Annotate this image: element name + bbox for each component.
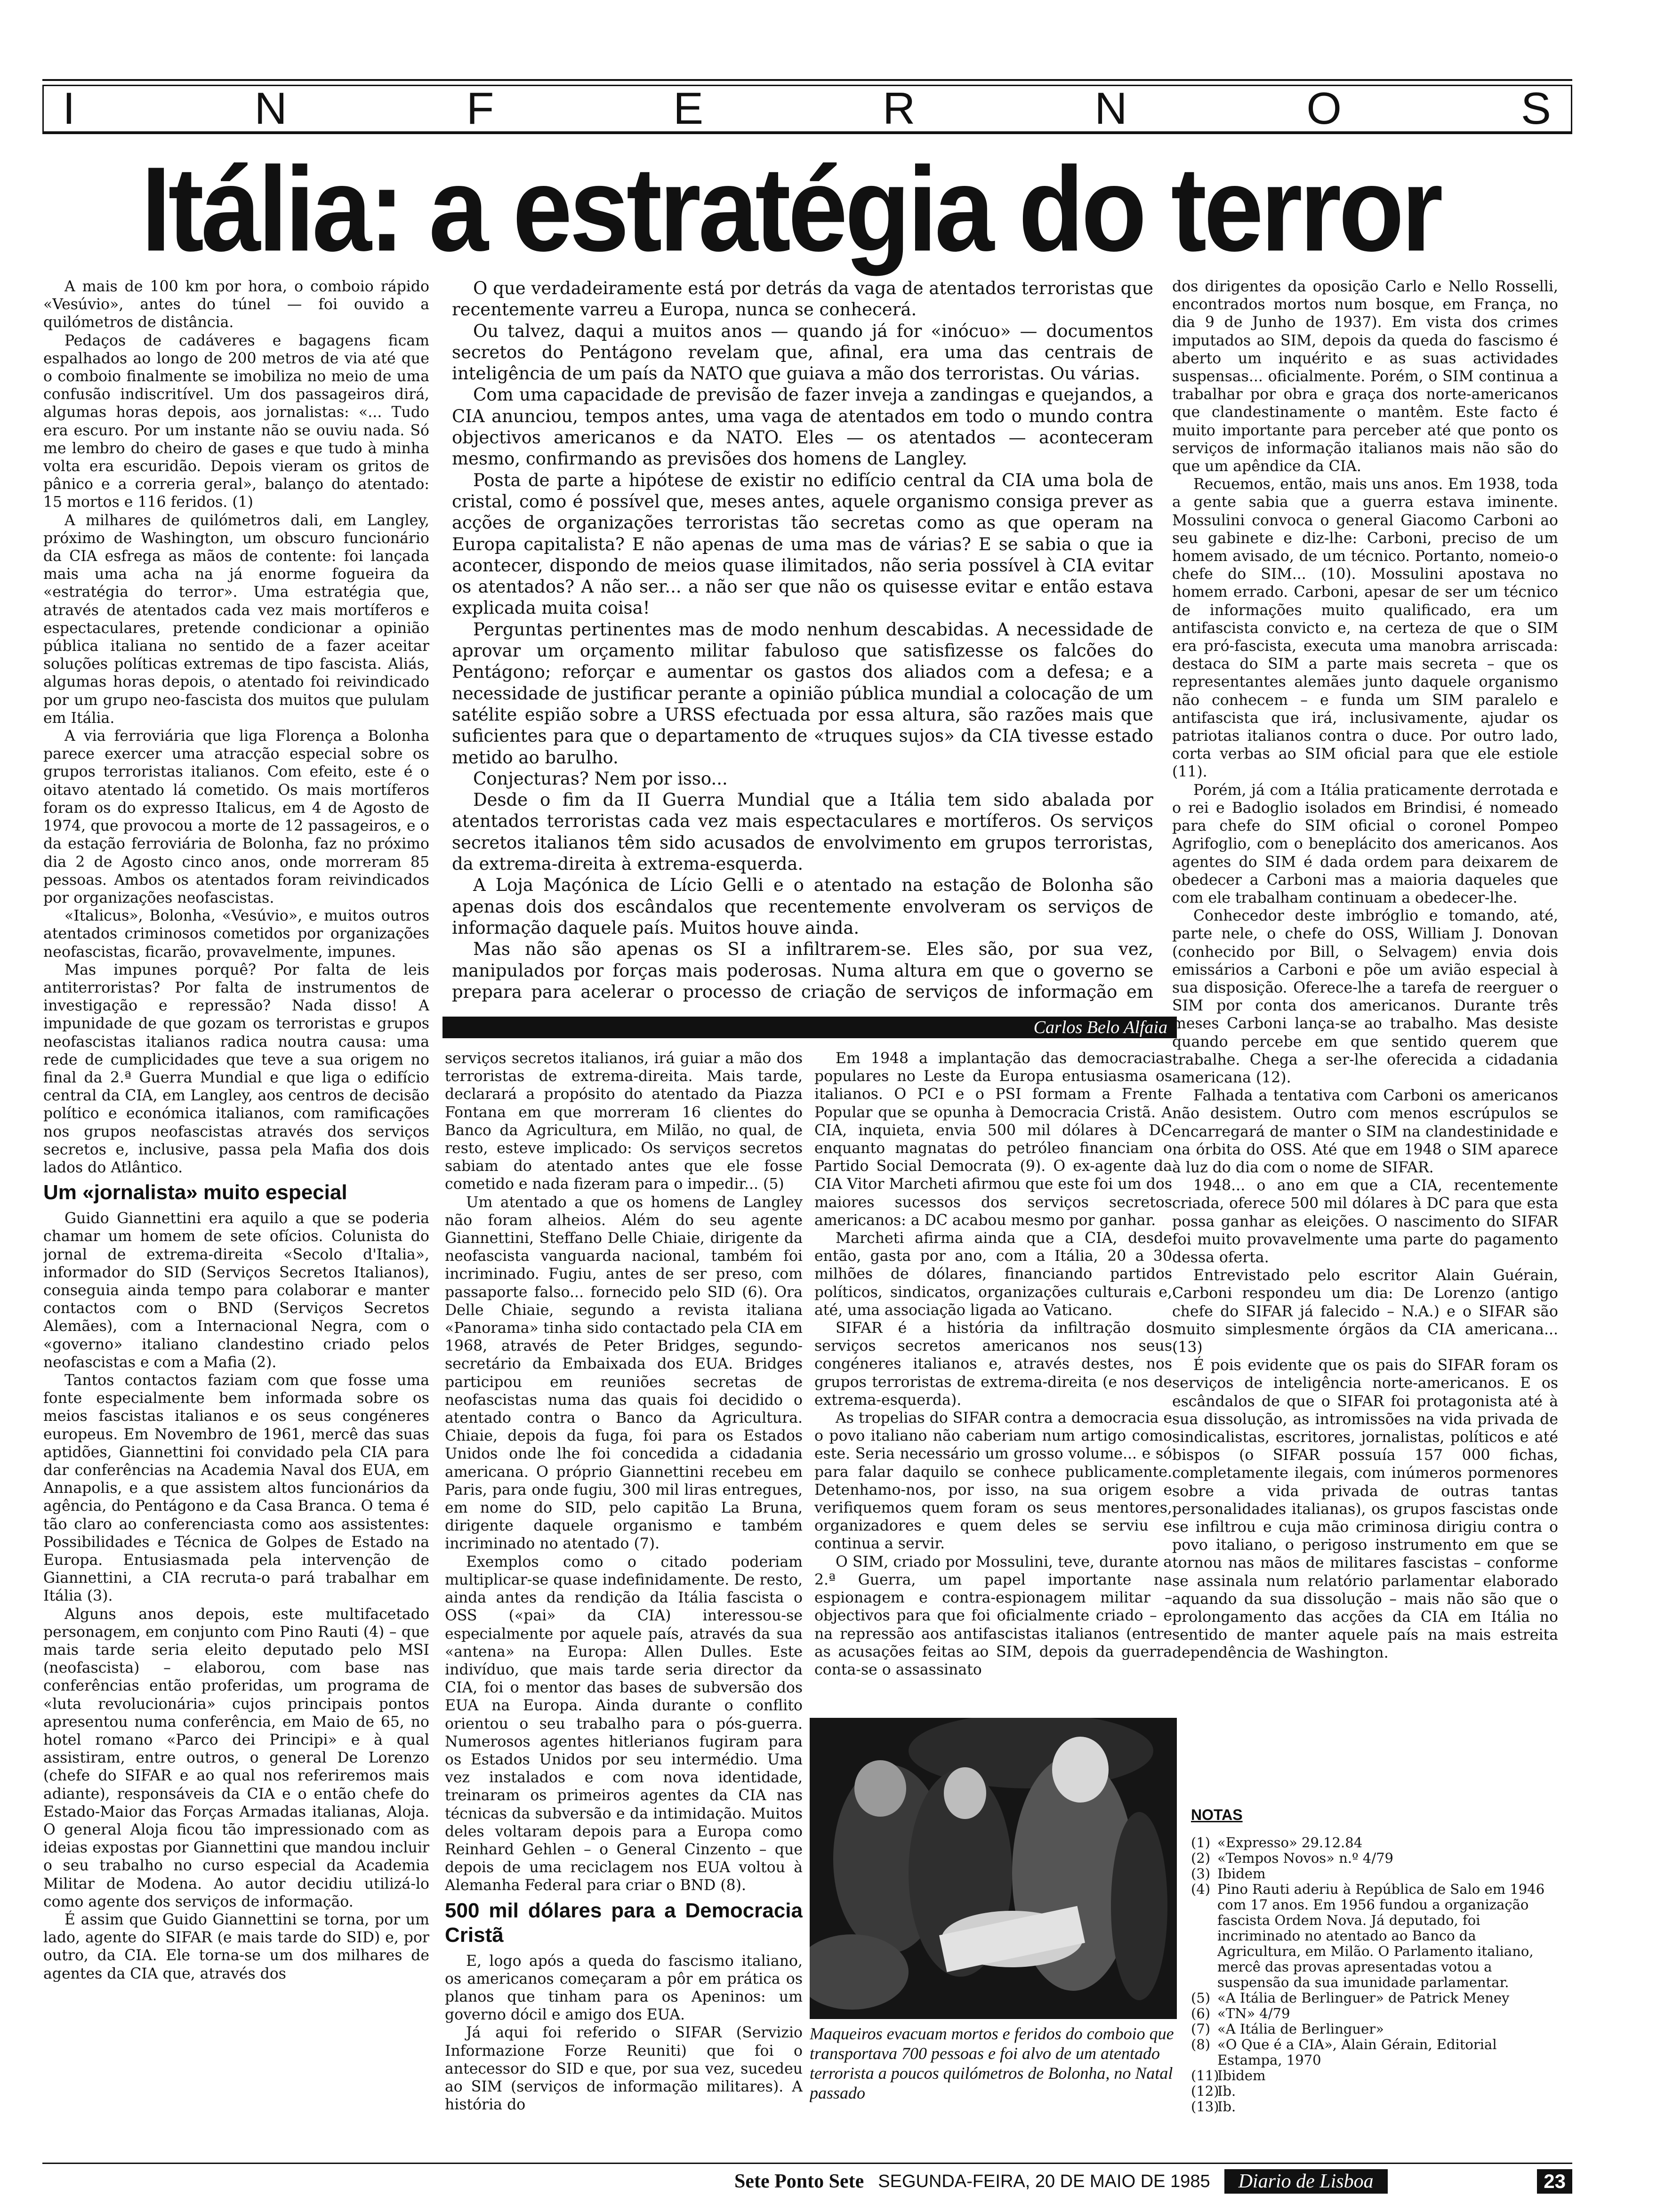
- paragraph: Já aqui foi referido o SIFAR (Servizio Informazione Forze Reuniti) que foi o antecessor do SID e que, por sua vez, sucedeu ao SIM (serviços de informação militares). A história do: [445, 2024, 803, 2114]
- section-banner: [42, 85, 1572, 134]
- note-item: [1191, 2068, 1558, 2084]
- paragraph: Em 1948 a implantação das democracias populares no Leste da Europa entusiasma os italianos. O PCI e o PSI formam a Frente Popular que se opunha à Democracia Cristã. A CIA, inquieta, envia 500 mil dólares à DC enquanto magnatas do petróleo financiam o Partido Social Democrata (9). O ex-agente da CIA Vitor Marcheti afirmou que este foi um dos maiores sucessos dos serviços secretos americanos: a DC acabou mesmo por ganhar.: [814, 1050, 1172, 1229]
- note-number: (3): [1191, 1866, 1211, 1882]
- note-item: [1191, 2021, 1558, 2037]
- note-item: [1191, 2037, 1558, 2068]
- note-text: Ibidem: [1217, 2068, 1266, 2084]
- footer-date: SEGUNDA-FEIRA, 20 DE MAIO DE 1985: [878, 2171, 1210, 2191]
- article-column-4: [1172, 278, 1558, 1798]
- paragraph: Mas não são apenas os SI a infiltrarem-se. Eles são, por sua vez, manipulados por forças mais poderosas. Numa altura em que o governo se prepara para acelerar o processo de criação de serviços de informação em: [452, 939, 1153, 1002]
- paragraph: Pedaços de cadáveres e bagagens ficam espalhados ao longo de 200 metros de via até que o comboio finalmente se imobiliza no meio de uma confusão indiscritível. Um dos passageiros dirá, algumas horas depois, aos jornalistas: «... Tudo era escuro. Por um instante não se ouviu nada. Só me lembro do cheiro de gases e que tudo à minha volta era escuridão. Depois vieram os gritos de pânico e a correria geral», balanço do atentado: 15 mortos e 116 feridos. (1): [43, 332, 429, 511]
- article-column-3: [814, 1050, 1172, 1723]
- footer-rule: [42, 2163, 1572, 2164]
- news-photo: [810, 1718, 1177, 2019]
- paragraph: O SIM, criado por Mossulini, teve, durante a 2.ª Guerra, um papel importante na espionagem e contra-espionagem militar – objectivos para que foi oficialmente criado – e na repressão aos antifascistas italianos (entre as acusações feitas ao SIM, depois da guerra conta-se o assassinato: [814, 1553, 1172, 1678]
- note-text: «TN» 4/79: [1217, 2005, 1290, 2021]
- paragraph: SIFAR é a história da infiltração dos serviços secretos americanos nos seus congéneres italianos e, através destes, nos grupos terroristas de extrema-direita (e nos de extrema-esquerda).: [814, 1320, 1172, 1409]
- note-number: (6): [1191, 2005, 1211, 2021]
- photo-image: [810, 1718, 1177, 2019]
- paragraph: Guido Giannettini era aquilo a que se poderia chamar um homem de sete ofícios. Colunista do jornal de extrema-direita «Secolo d'Italia», informador do SID (Serviços Secretos Italianos), conseguia ainda tempo para colaborar e manter contactos com o BND (Serviços Secretos Alemães), com a Internacional Negra, com o «governo» italiano clandestino criado pelos neofascistas e com a Mafia (2).: [43, 1210, 429, 1371]
- note-item: [1191, 1882, 1558, 1990]
- note-text: Ib.: [1217, 2083, 1236, 2099]
- paragraph: É pois evidente que os pais do SIFAR foram os serviços de inteligência norte-americanos. E os escândalos de que o SIFAR foi protagonista até à sua dissolução, as intromissões na vida privada de sindicalistas, escritores, jornalistas, políticos e até bispos (o SIFAR possuía 157 000 fichas, completamente ilegais, com inúmeros pormenores sobre a vida privada de outras tantas personalidades italianas), os grupos fascistas onde se infiltrou e cuja mão criminosa dirigiu contra o povo italiano, o perigoso instrumento em que se tornou nas mãos de militares fascistas – conforme se assinala num relatório parlamentar elaborado aquando da sua dissolução – mais não são que o prolongamento das acções da CIA em Itália no sentido de manter aquele país na mais estreita dependência de Washington.: [1172, 1357, 1558, 1662]
- paragraph: Ou talvez, daqui a muitos anos — quando já for «inócuo» — documentos secretos do Pentágono revelam que, afinal, era uma das centrais de inteligência de um país da NATO que guiava a mão dos terroristas. Ou várias.: [452, 321, 1153, 384]
- note-item: [1191, 1990, 1558, 2006]
- subheading: Um «jornalista» muito especial: [43, 1181, 347, 1204]
- note-text: Ibidem: [1217, 1866, 1266, 1882]
- paragraph: Exemplos como o citado poderiam multiplicar-se quase indefinidamente. De resto, ainda antes da rendição da Itália fascista o OSS («pai» da CIA) interessou-se especialmente por aquele país, através da sua «antena» na Europa: Allen Dulles. Este indivíduo, que mais tarde seria director da CIA, foi o mentor das bases de subversão dos EUA na Europa. Ainda durante o conflito orientou o seu trabalho para o pós-guerra. Numerosos agentes hitlerianos fugiram para os Estados Unidos por seu intermédio. Uma vez instalados e com nova identidade, treinaram os primeiros agentes da CIA nas técnicas da subversão e da intimidação. Muitos deles voltaram depois para a Europa como Reinhard Gehlen – o General Cinzento – que depois de uma reciclagem nos EUA voltou à Alemanha Federal para criar o BND (8).: [445, 1553, 803, 1894]
- article-column-2: [445, 1050, 803, 2137]
- byline: Carlos Belo Alfaia: [442, 1017, 1177, 1038]
- note-item: [1191, 1835, 1558, 1851]
- notes-heading: NOTAS: [1191, 1807, 1243, 1823]
- paragraph: O que verdadeiramente está por detrás da vaga de atentados terroristas que recentemente varreu a Europa, nunca se conhecerá.: [452, 278, 1153, 320]
- paragraph: Um atentado a que os homens de Langley não foram alheios. Além do seu agente Giannettini, Steffano Delle Chiaie, dirigente da neofascista vanguarda nacional, também foi incriminado. Fugiu, antes de ser preso, com passaporte falso... fornecido pelo SID (6). Ora Delle Chiaie, segundo a revista italiana «Panorama» tinha sido contactado pela CIA em 1968, através de Peter Bridges, segundo-secretário da Embaixada dos EUA. Bridges participou em reuniões secretas de neofascistas numa das quais foi decidido o atentado contra o Banco da Agricultura. Chiaie, depois da fuga, foi para os Estados Unidos onde lhe foi concedida a cidadania americana. O próprio Giannettini recebeu em Paris, para onde fugiu, 300 mil liras entregues, em nome do SID, pelo capitão La Bruna, dirigente daquele organismo e também incriminado no atentado (7).: [445, 1194, 803, 1553]
- note-number: (11): [1191, 2068, 1219, 2084]
- section-letter: E: [673, 83, 705, 134]
- paragraph: Recuemos, então, mais uns anos. Em 1938, toda a gente sabia que a guerra estava iminente. Mossulini convoca o general Giacomo Carboni ao seu gabinete e diz-lhe: Carboni, preciso de um homem avisado, de um técnico. Portanto, nomeio-o chefe do SIM... (10). Mossulini apostava no homem errado. Carboni, apesar de ser um técnico de informações muito qualificado, era um antifascista convicto e, na certeza de que o SIM era pró-fascista, executa uma manobra arriscada: destaca do SIM a parte mais secreta – que os representantes alemães junto daquele organismo não conhecem – e funda um SIM paralelo e antifascista que irá, inclusivamente, ajudar os patriotas italianos contra o duce. Por outro lado, corta verbas ao SIM oficial para que ele estiole (11).: [1172, 476, 1558, 781]
- paragraph: Posta de parte a hipótese de existir no edifício central da CIA uma bola de cristal, como é possível que, meses antes, aquele organismo consiga prever as acções de organizações terroristas tão secretas como as que operam na Europa capitalista? E não apenas de uma mas de várias? E se sabia o que ia acontecer, dispondo de meios quase ilimitados, não seria possível à CIA evitar os atentados? A não ser... a não ser que não os quisesse evitar e então estava explicada muita coisa!: [452, 470, 1153, 618]
- section-letter: N: [254, 83, 288, 134]
- article-column-1: [43, 278, 429, 2141]
- paragraph: serviços secretos italianos, irá guiar a mão dos terroristas de extrema-direita. Mais tarde, declarará a propósito do atentado da Piazza Fontana em que morreram 16 clientes do Banco da Agricultura, em Milão, no qual, de resto, esteve implicado: Os serviços secretos sabiam do atentado antes que ele fosse cometido e nada fizeram para o impedir... (5): [445, 1050, 803, 1193]
- note-item: [1191, 2084, 1558, 2099]
- paragraph: Com uma capacidade de previsão de fazer inveja a zandingas e quejandos, a CIA anunciou, tempos antes, uma vaga de atentados em todo o mundo contra objectivos americanos e da NATO. Eles — os atentados — aconteceram mesmo, confirmando as previsões dos homens de Langley.: [452, 385, 1153, 469]
- note-text: «Expresso» 29.12.84: [1217, 1835, 1363, 1851]
- page-number: 23: [1537, 2169, 1572, 2194]
- header-rule: [42, 79, 1572, 81]
- section-letter: R: [883, 83, 917, 134]
- section-letter: S: [1520, 83, 1552, 134]
- section-letter: F: [466, 83, 495, 134]
- paragraph: Mas impunes porquê? Por falta de leis antiterroristas? Por falta de instrumentos de investigação e repressão? Nada disso! A impunidade de que gozam os terroristas e grupos neofascistas italianos radica noutra causa: uma rede de cumplicidades que teve a sua origem no final da 2.ª Guerra Mundial e que liga o edifício central da CIA, em Langley, aos centros de decisão político e económica italianos, com ramificações nos grupos neofascistas através dos serviços secretos e, inclusive, passa pela Mafia dos dois lados do Atlântico.: [43, 961, 429, 1176]
- note-number: (12): [1191, 2083, 1219, 2099]
- photo-caption: Maqueiros evacuam mortos e feridos do comboio que transportava 700 pessoas e foi alvo de um atentado terrorista a poucos quilómetros de Bolonha, no Natal passado: [810, 2024, 1174, 2102]
- note-text: «O Que é a CIA», Alain Gérain, Editorial Estampa, 1970: [1217, 2036, 1497, 2068]
- note-text: «A Itália de Berlinguer» de Patrick Meney: [1217, 1990, 1510, 2006]
- note-text: «A Itália de Berlinguer»: [1217, 2021, 1384, 2037]
- note-text: Ib.: [1217, 2099, 1236, 2115]
- paragraph: A via ferroviária que liga Florença a Bolonha parece exercer uma atracção especial sobre os grupos terroristas italianos. Com efeito, este é o oitavo atentado lá cometido. Os mais mortíferos foram os do expresso Italicus, em 4 de Agosto de 1974, que provocou a morte de 12 passageiros, e o da estação ferroviária de Bolonha, faz no próximo dia 2 de Agosto cinco anos, onde morreram 85 pessoas. Ambos os atentados foram reivindicados por organizações neofascistas.: [43, 728, 429, 906]
- paragraph: Falhada a tentativa com Carboni os americanos não desistem. Outro com menos escrúpulos se encarregará de manter o SIM na clandestinidade e na órbita do OSS. Até que em 1948 o SIM aparece à luz do dia com o nome de SIFAR.: [1172, 1087, 1558, 1176]
- paragraph: dos dirigentes da oposição Carlo e Nello Rosselli, encontrados mortos num bosque, em França, no dia 9 de Junho de 1937). Em vista dos crimes imputados ao SIM, depois da queda do fascismo é aberto um inquérito e as suas actividades suspensas... oficialmente. Porém, o SIM continua a trabalhar por obra e graça dos norte-americanos que clandestinamente o mantêm. Este facto é muito importante para perceber até que ponto os serviços de informação italianos mais não são do que um apêndice da CIA.: [1172, 278, 1558, 475]
- paragraph: Tantos contactos faziam com que fosse uma fonte especialmente bem informada sobre os meios fascistas italianos e os seus congéneres europeus. Em Novembro de 1961, mercê das suas aptidões, Giannettini foi convidado pela CIA para dar conferências na Academia Naval dos EUA, em Annapolis, e a que assistem altos funcionários da agência, do Pentágono e da Casa Branca. O tema é tão claro ao conferenciasta como aos assistentes: Possibilidades e Técnica de Golpes de Estado na Europa. Entusiasmada pela intervenção de Giannettini, a CIA recruta-o pará trabalhar em Itália (3).: [43, 1371, 429, 1605]
- paragraph: Conjecturas? Nem por isso...: [473, 768, 728, 789]
- note-number: (8): [1191, 2036, 1211, 2052]
- newspaper-name: Diario de Lisboa: [1224, 2169, 1388, 2194]
- note-number: (13): [1191, 2099, 1219, 2115]
- note-number: (4): [1191, 1881, 1211, 1897]
- paragraph: É assim que Guido Giannettini se torna, por um lado, agente do SIFAR (e mais tarde do SID) e, por outro, da CIA. Ele torna-se um dos milhares de agentes da CIA que, através dos: [43, 1911, 429, 1982]
- note-item: [1191, 2006, 1558, 2021]
- notes-box: [1191, 1807, 1558, 2137]
- paragraph: Porém, já com a Itália praticamente derrotada e o rei e Badoglio isolados em Brindisi, é nomeado para chefe do SIM oficial o coronel Pompeo Agrifoglio, com o beneplácito dos americanos. Aos agentes do SIM é dada ordem para deixarem de obedecer a Carboni mas a maioria daqueles que com ele trabalham continuam a obedecer-lhe.: [1172, 781, 1558, 906]
- headline: Itália: a estratégia do terror: [141, 142, 1440, 277]
- paragraph: E, logo após a queda do fascismo italiano, os americanos começaram a pôr em prática os planos que tinham para os Apeninos: um governo dócil e amigo dos EUA.: [445, 1952, 803, 2024]
- note-number: (2): [1191, 1850, 1211, 1866]
- paragraph: Alguns anos depois, este multifacetado personagem, em conjunto com Pino Rauti (4) – que mais tarde seria eleito deputado pelo MSI (neofascista) – elaborou, com base nas conferências então proferidas, um programa de «luta revolucionária» cujos principais pontos apresentou numa conferência, em Maio de 65, no hotel romano «Parco dei Principi» e à qual assistiram, entre outros, o general De Lorenzo (chefe do SIFAR e ao qual nos referiremos mais adiante), responsáveis da CIA e o então chefe do Estado-Maior das Forças Armadas italianas, Aloja. O general Aloja ficou tão impressionado com as ideias expostas por Giannettini que mandou incluir o seu trabalho no curso especial da Academia Militar de Modena. Ao autor decidiu utilizá-lo como agente dos serviços de informação.: [43, 1605, 429, 1910]
- note-item: [1191, 1866, 1558, 1882]
- note-text: «Tempos Novos» n.º 4/79: [1217, 1850, 1394, 1866]
- note-item: [1191, 2099, 1558, 2115]
- paragraph: A mais de 100 km por hora, o comboio rápido «Vesúvio», antes do túnel — foi ouvido a quilómetros de distância.: [43, 278, 429, 331]
- paragraph: Perguntas pertinentes mas de modo nenhum descabidas. A necessidade de aprovar um orçamento militar fabuloso que satisfizesse os falcões do Pentágono; reforçar e aumentar os gastos dos aliados com a defesa; e a necessidade de justificar perante a opinião pública mundial a colocação de um satélite espião sobre a URSS efectuada por essa altura, são razões mais que suficientes para que o departamento de «truques sujos» da CIA tivesse estado metido ao barulho.: [452, 619, 1153, 768]
- paragraph: 1948... o ano em que a CIA, recentemente criada, oferece 500 mil dólares à DC para que esta possa ganhar as eleições. O nascimento do SIFAR foi muito provavelmente uma parte do pagamento dessa oferta.: [1172, 1177, 1558, 1266]
- section-letter: N: [1094, 83, 1128, 134]
- paragraph: Conhecedor deste imbróglio e tomando, até, parte nele, o chefe do OSS, William J. Donovan (conhecido por Bill, o Selvagem) envia dois emissários a Carboni e põe um avião especial à sua disposição. Oferece-lhe a tarefa de reerguer o SIM por conta dos americanos. Durante três meses Carboni lança-se ao trabalho. Mas desiste quando percebe em que sentido querem que trabalhe. Chega a ser-lhe oferecida a cidadania americana (12).: [1172, 907, 1558, 1086]
- note-item: [1191, 1851, 1558, 1866]
- section-letter: O: [1306, 83, 1343, 134]
- paragraph: As tropelias do SIFAR contra a democracia e o povo italiano não caberiam num artigo como este. Seria necessário um grosso volume... e só para falar daquilo se conhece publicamente. Detenhamo-nos, por isso, na sua origem e verifiquemos quem foram os seus mentores, organizadores e quem deles se serviu e continua a servir.: [814, 1410, 1172, 1553]
- paragraph: A Loja Maçónica de Lício Gelli e o atentado na estação de Bolonha são apenas dois dos escândalos que recentemente envolveram os serviços de informação daquele país. Muitos houve ainda.: [452, 875, 1153, 938]
- section-letter: I: [63, 83, 76, 134]
- page-footer: [42, 2165, 1572, 2198]
- note-number: (1): [1191, 1835, 1211, 1851]
- footer-section-name: Sete Ponto Sete: [734, 2171, 864, 2192]
- paragraph: Desde o fim da II Guerra Mundial que a Itália tem sido abalada por atentados terroristas cada vez mais espectaculares e mortíferos. Os serviços secretos italianos têm sido acusados de envolvimento em grupos terroristas, da extrema-direita à extrema-esquerda.: [452, 790, 1153, 874]
- paragraph: A milhares de quilómetros dali, em Langley, próximo de Washington, um obscuro funcionário da CIA esfrega as mãos de contente: foi lançada mais uma acha na já enorme fogueira da «estratégia do terror». Uma estratégia que, através de atentados cada vez mais mortíferos e espectaculares, pretende condicionar a opinião pública italiana no sentido de a fazer aceitar soluções políticas extremas de tipo fascista. Aliás, algumas horas depois, o atentado foi reivindicado por um grupo neo-fascista dos muitos que pululam em Itália.: [43, 512, 429, 727]
- note-number: (7): [1191, 2021, 1211, 2037]
- paragraph: «Italicus», Bolonha, «Vesúvio», e muitos outros atentados criminosos cometidos por organizações neofascistas, ficarão, provavelmente, impunes.: [43, 907, 429, 961]
- article-intro: [452, 278, 1153, 1002]
- paragraph: Entrevistado pelo escritor Alain Guérain, Carboni respondeu um dia: De Lorenzo (antigo chefe do SIFAR já falecido – N.A.) e o SIFAR são muito simplesmente órgãos da CIA americana... (13): [1172, 1267, 1558, 1356]
- subheading: 500 mil dólares para a Democracia Cristã: [445, 1899, 803, 1947]
- note-number: (5): [1191, 1990, 1211, 2006]
- note-text: Pino Rauti aderiu à República de Salo em 1946 com 17 anos. Em 1956 fundou a organização fascista Ordem Nova. Já deputado, foi incriminado no atentado ao Banco da Agricultura, em Milão. O Parlamento italiano, mercê das provas apresentadas votou a suspensão da sua imunidade parlamentar.: [1217, 1881, 1545, 1990]
- paragraph: Marcheti afirma ainda que a CIA, desde então, gasta por ano, com a Itália, 20 a 30 milhões de dólares, financiando partidos políticos, sindicatos, organizações culturais e, até, uma associação ligada ao Vaticano.: [814, 1230, 1172, 1319]
